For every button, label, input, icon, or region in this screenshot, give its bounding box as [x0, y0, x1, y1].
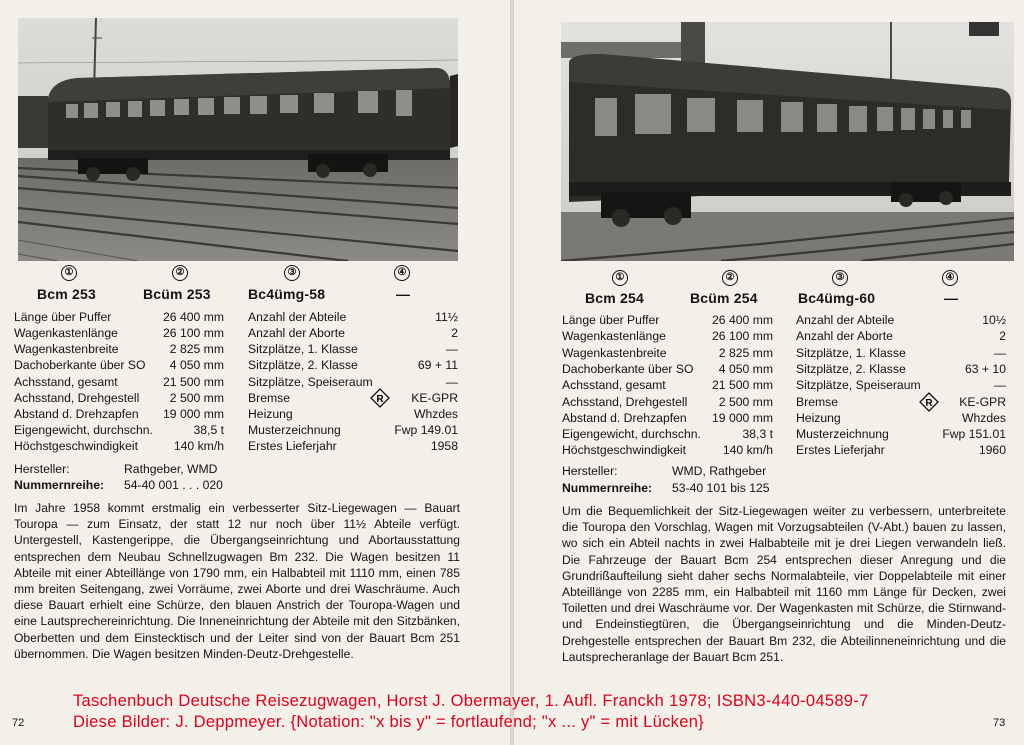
- spec-row: Achsstand, gesamt 21 500 mm: [562, 378, 773, 392]
- spec-row: Bremse KE-GPR: [248, 391, 458, 405]
- manufacturer-label: Hersteller:: [14, 462, 70, 476]
- svg-text:R: R: [925, 398, 933, 409]
- class-designation-4: —: [396, 286, 411, 302]
- spec-row: Musterzeichnung Fwp 151.01: [796, 427, 1006, 441]
- spec-row: Abstand d. Drehzapfen 19 000 mm: [562, 411, 773, 425]
- column-marker-1: ①: [61, 265, 77, 281]
- column-marker-2: ②: [172, 265, 188, 281]
- spec-row: Anzahl der Abteile 11½: [248, 310, 458, 324]
- spec-row: Wagenkastenbreite 2 825 mm: [562, 346, 773, 360]
- rail-brake-badge-icon: [370, 388, 390, 408]
- description-paragraph: Im Jahre 1958 kommt erstmalig ein verbesserter Sitz-Liegewagen — Bauart Touropa — zum Einsatz, der statt 12 nur noch über 11½ Abteile verfügt. Untergestell, Kastengerippe, die Übergangseinrichtung und Abortausstattung entsprechen dem Neubau Schnellzugwagen Bm 232. Die Wagen besitzen 11 Abteile mit einer Abteillänge von 1790 mm, ein Halbabteil mit 1110 mm, einen 785 mm breiten Seitengang, zwei Vorräume, zwei Aborte und drei Waschräume. Auch diese Bauart erhielt eine Schürze, den blauen Anstrich der Touropa-Wagen und eine Lautsprechereinrichtung. Die Inneneinrichtung der Abteile mit den Sitzbänken, Oberbetten und dem Einstecktisch und der Leiter sind von der Bauart Bcm 251 übernommen. Die Wagen besitzen Minden-Deutz-Drehgestelle.: [14, 501, 460, 661]
- number-series-label: Nummernreihe:: [562, 481, 653, 495]
- spec-row: Sitzplätze, Speiseraum —: [796, 378, 1006, 392]
- spec-row: Sitzplätze, 1. Klasse —: [796, 346, 1006, 360]
- class-designation-1: Bcm 254: [585, 290, 644, 306]
- column-marker-2: ②: [722, 270, 738, 286]
- spec-row: Bremse KE-GPR: [796, 395, 1006, 409]
- spec-row: Eigengewicht, durchschn. 38,3 t: [562, 427, 773, 441]
- spec-row: Achsstand, Drehgestell 2 500 mm: [14, 391, 224, 405]
- class-designation-3: Bc4ümg-60: [798, 290, 876, 306]
- spec-row: Heizung Whzdes: [248, 407, 458, 421]
- spec-row: Länge über Puffer 26 400 mm: [14, 310, 224, 324]
- spec-row: Sitzplätze, 1. Klasse —: [248, 342, 458, 356]
- spec-row: Länge über Puffer 26 400 mm: [562, 313, 773, 327]
- number-series-value: 53-40 101 bis 125: [672, 481, 770, 495]
- spec-row: Musterzeichnung Fwp 149.01: [248, 423, 458, 437]
- spec-row: Abstand d. Drehzapfen 19 000 mm: [14, 407, 224, 421]
- column-marker-4: ④: [942, 270, 958, 286]
- spec-row: Achsstand, Drehgestell 2 500 mm: [562, 395, 773, 409]
- spec-row: Dachoberkante über SO 4 050 mm: [562, 362, 773, 376]
- number-series-value: 54-40 001 . . . 020: [124, 478, 223, 492]
- left-coach-photo: [18, 18, 458, 261]
- spec-row: Höchstgeschwindigkeit 140 km/h: [562, 443, 773, 457]
- caption-line-2: Diese Bilder: J. Deppmeyer. {Notation: "x bis y" = fortlaufend; "x ... y" = mit Lücken}: [73, 713, 704, 731]
- spec-row: Sitzplätze, Speiseraum —: [248, 375, 458, 389]
- spec-row: Heizung Whzdes: [796, 411, 1006, 425]
- spec-row: Erstes Lieferjahr 1958: [248, 439, 458, 453]
- class-designation-2: Bcüm 254: [690, 290, 758, 306]
- svg-text:R: R: [376, 394, 384, 405]
- number-series-label: Nummernreihe:: [14, 478, 105, 492]
- spec-row: Wagenkastenbreite 2 825 mm: [14, 342, 224, 356]
- column-marker-3: ③: [832, 270, 848, 286]
- spec-row: Eigengewicht, durchschn. 38,5 t: [14, 423, 224, 437]
- class-designation-4: —: [944, 290, 959, 306]
- right-coach-photo: [561, 22, 1014, 261]
- column-marker-4: ④: [394, 265, 410, 281]
- column-marker-1: ①: [612, 270, 628, 286]
- spec-row: Achsstand, gesamt 21 500 mm: [14, 375, 224, 389]
- spec-row: Sitzplätze, 2. Klasse 69 + 11: [248, 358, 458, 372]
- page-number: 73: [993, 717, 1006, 729]
- manufacturer-label: Hersteller:: [562, 464, 618, 478]
- caption-line-1: Taschenbuch Deutsche Reisezugwagen, Horst J. Obermayer, 1. Aufl. Franckh 1978; ISBN3-440-04589-7: [73, 692, 869, 710]
- spec-row: Sitzplätze, 2. Klasse 63 + 10: [796, 362, 1006, 376]
- spec-row: Höchstgeschwindigkeit 140 km/h: [14, 439, 224, 453]
- description-paragraph: Um die Bequemlichkeit der Sitz-Liegewagen weiter zu verbessern, unterbreitete die Touropa den Vorschlag, Wagen mit Vorzugsabteilen (V-Abt.) bauen zu lassen, wo sich ein Abteil nachts in zwei Halbabteile mit je drei Liegen verwandeln ließ. Die Fahrzeuge der Bauart Bcm 254 entsprechen dieser Anregung und die Grundrißaufteilung sieht daher sechs Normalabteile, vier Doppelabteile mit einer Abteillänge von 2285 mm, ein Halbabteil mit 1160 mm Länge für Decken, zwei Toiletten und drei Waschräume vor. Der Wagenkasten mit Schürze, die Stirnwand- und Endeinstiegtüren, die Übergangseinrichtung und die Minden-Deutz-Drehgestelle entsprechen der Bauart Bm 232, die Abteilinneneinrichtung und die Lautsprecheranlage der Bauart Bcm 251.: [562, 504, 1006, 664]
- column-marker-3: ③: [284, 265, 300, 281]
- spec-row: Anzahl der Aborte 2: [796, 329, 1006, 343]
- spec-row: Wagenkastenlänge 26 100 mm: [14, 326, 224, 340]
- spec-row: Anzahl der Aborte 2: [248, 326, 458, 340]
- manufacturer-value: WMD, Rathgeber: [672, 464, 767, 478]
- source-caption: [73, 691, 1023, 733]
- left-page: [0, 0, 510, 745]
- rail-brake-badge-icon: [919, 392, 939, 412]
- class-designation-3: Bc4ümg-58: [248, 286, 326, 302]
- manufacturer-value: Rathgeber, WMD: [124, 462, 218, 476]
- spec-row: Wagenkastenlänge 26 100 mm: [562, 329, 773, 343]
- spec-row: Dachoberkante über SO 4 050 mm: [14, 358, 224, 372]
- class-designation-2: Bcüm 253: [143, 286, 211, 302]
- spec-row: Erstes Lieferjahr 1960: [796, 443, 1006, 457]
- spec-row: Anzahl der Abteile 10½: [796, 313, 1006, 327]
- class-designation-1: Bcm 253: [37, 286, 96, 302]
- right-page: [514, 0, 1024, 745]
- page-number: 72: [12, 717, 25, 729]
